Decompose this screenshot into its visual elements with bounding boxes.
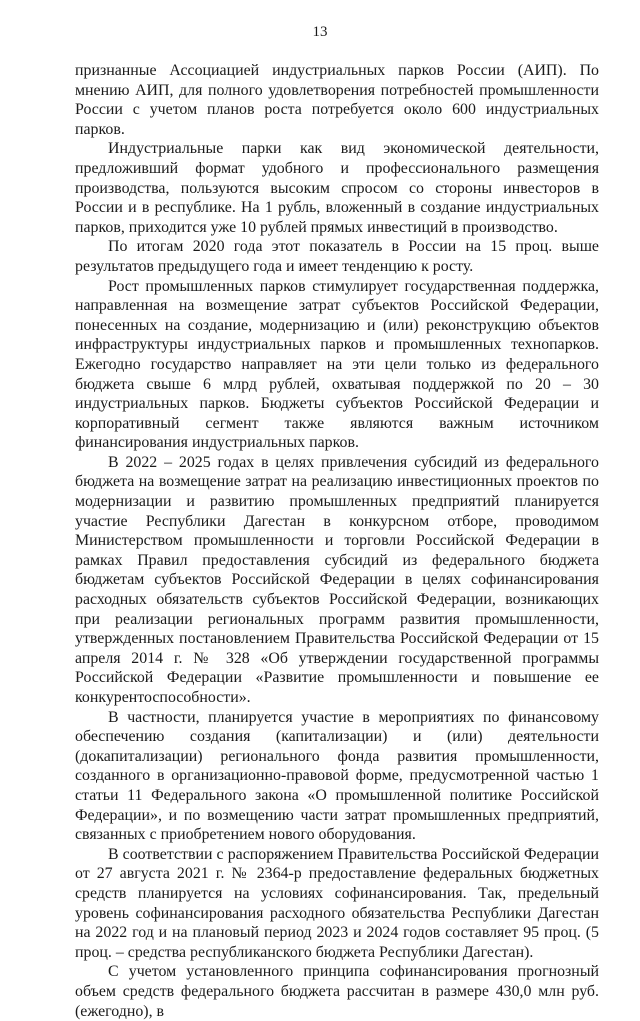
paragraph-2020-results: По итогам 2020 года этот показатель в России на 15 проц. выше результатов предыдущего года и имеет тенденцию к росту. bbox=[75, 238, 599, 275]
paragraph-aip-parks: признанные Ассоциацией индустриальных парков России (АИП). По мнению АИП, для полного удовлетворения потребностей промышленности России с учетом планов роста потребуется около 600 индустриальных парков. bbox=[75, 62, 599, 138]
page-number: 13 bbox=[312, 24, 328, 40]
paragraph-cofinancing-order: В соответствии с распоряжением Правительства Российской Федерации от 27 августа 2021 г. № 2364-р предоставление федеральных бюджетных средств планируется на условиях софинансирования. Так, предельный уровень софинансирования расходного обязательства Республики Дагестан на 2022 год и на плановый период 2023 и 2024 годов составляет 95 проц. (5 проц. – средства республиканского бюджета Республики Дагестан). bbox=[75, 845, 599, 961]
paragraph-subsidies-2022-2025: В 2022 – 2025 годах в целях привлечения субсидий из федерального бюджета на возмещение затрат на реализацию инвестиционных проектов по модернизации и развитию промышленных предприятий планируется участие Республики Дагестан в конкурсном отборе, проводимом Министерством промышленности и торговли Российской Федерации в рамках Правил предоставления субсидий из федерального бюджета бюджетам субъектов Российской Федерации в целях софинансирования расходных обязательств субъектов Российской Федерации, возникающих при реализации региональных программ развития промышленности, утвержденных постановлением Правительства Российской Федерации от 15 апреля 2014 г. № 328 «Об утверждении государственной программы Российской Федерации «Развитие промышленности и повышение ее конкурентоспособности». bbox=[75, 453, 599, 706]
paragraph-regional-fund: В частности, планируется участие в мероприятиях по финансовому обеспечению создания (капитализации) и (или) деятельности (докапитализации) регионального фонда развития промышленности, созданного в организационно-правовой форме, предусмотренной частью 1 статьи 11 Федерального закона «О промышленной политике Российской Федерации», и по возмещению части затрат промышленных предприятий, связанных с приобретением нового оборудования. bbox=[75, 708, 599, 844]
paragraph-federal-budget-forecast: С учетом установленного принципа софинансирования прогнозный объем средств федерального бюджета рассчитан в размере 430,0 млн руб. (ежегодно), в bbox=[75, 963, 599, 1020]
document-body bbox=[75, 61, 599, 1021]
paragraph-industrial-parks-investment: Индустриальные парки как вид экономической деятельности, предложивший формат удобного и профессионального размещения производства, пользуются высоким спросом со стороны инвесторов в России и в республике. На 1 рубль, вложенный в создание индустриальных парков, приходится уже 10 рублей прямых инвестиций в производство. bbox=[75, 140, 599, 236]
paragraph-state-support: Рост промышленных парков стимулирует государственная поддержка, направленная на возмещение затрат субъектов Российской Федерации, понесенных на создание, модернизацию и (или) реконструкцию объектов инфраструктуры индустриальных парков и промышленных технопарков. Ежегодно государство направляет на эти цели только из федерального бюджета свыше 6 млрд рублей, охватывая поддержкой по 20 – 30 индустриальных парков. Бюджеты субъектов Российской Федерации и корпоративный сегмент также являются важным источником финансирования индустриальных парков. bbox=[75, 277, 599, 452]
